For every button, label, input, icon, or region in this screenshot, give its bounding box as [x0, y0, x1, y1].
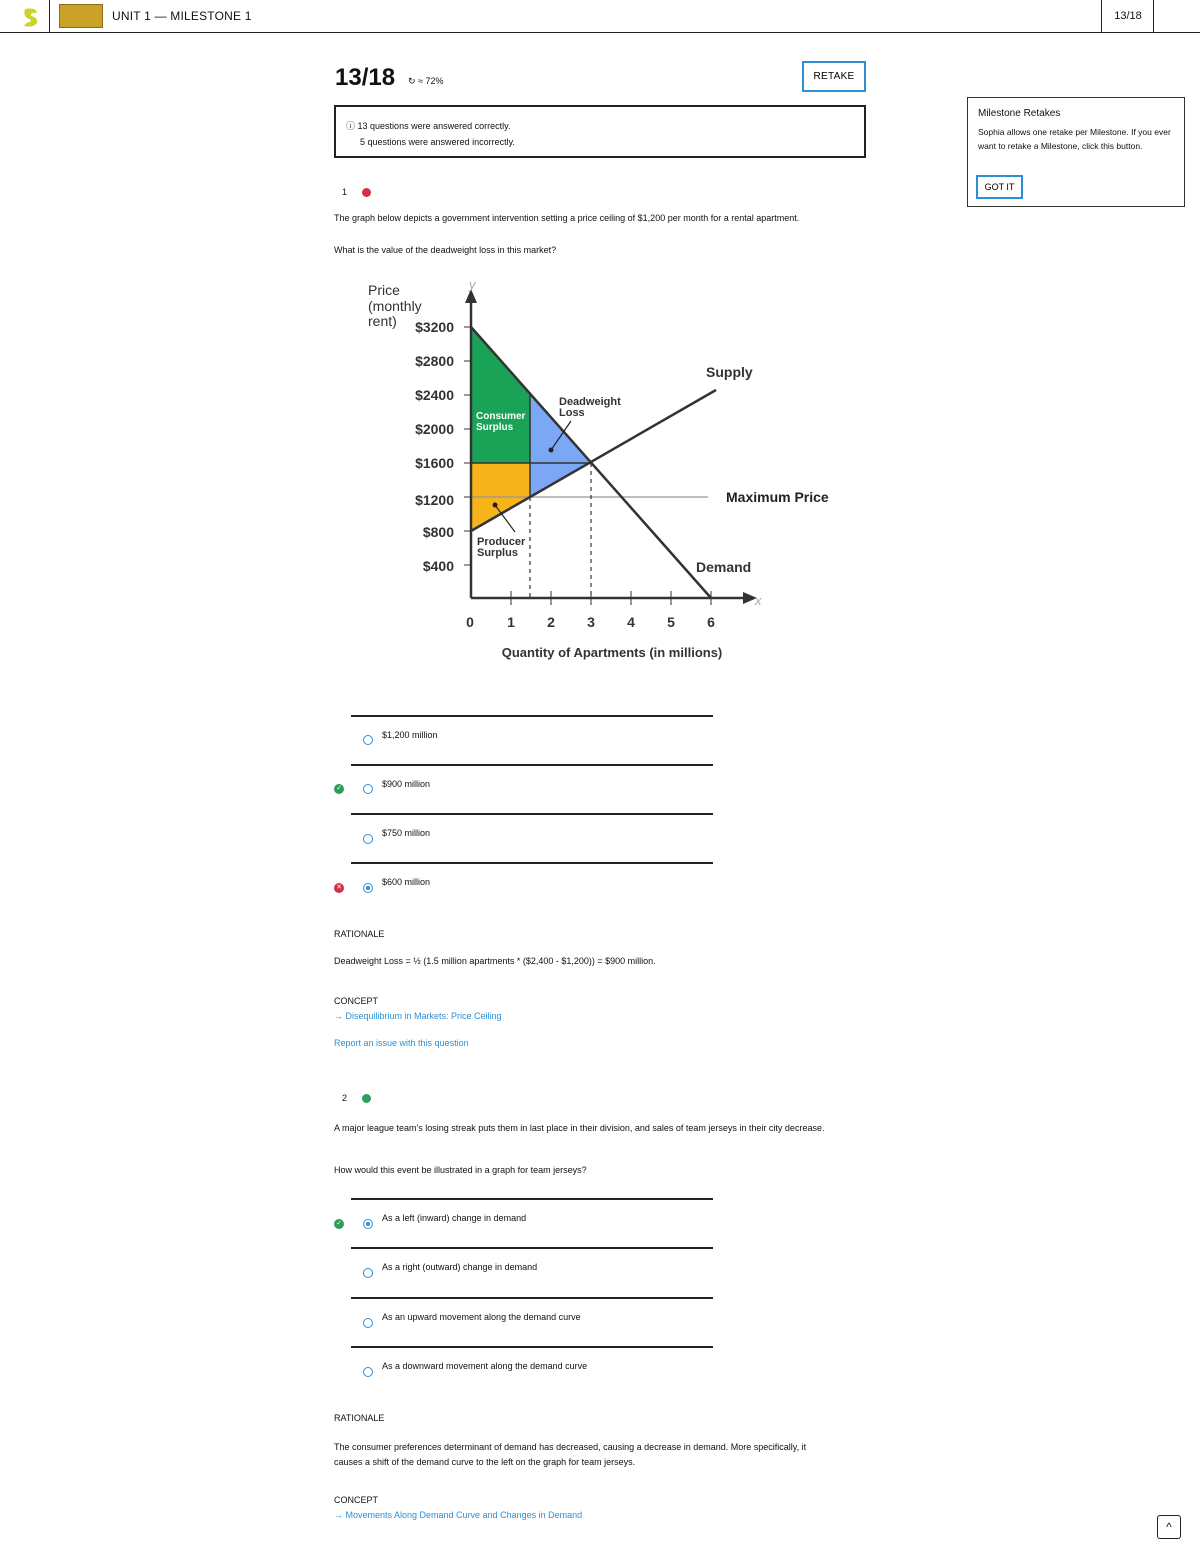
option-divider: [351, 862, 713, 864]
y-tick-label: $1600: [415, 455, 454, 471]
unit-title: UNIT 1 — MILESTONE 1: [112, 9, 252, 23]
option-label[interactable]: As a right (outward) change in demand: [382, 1262, 538, 1272]
x-tick-label: 4: [627, 614, 635, 630]
info-icon: ⓘ: [346, 121, 356, 131]
percent-icon: ↻: [408, 76, 416, 86]
y-axis-variable: y: [469, 277, 476, 292]
y-tick-label: $3200: [415, 319, 454, 335]
y-tick-label: $2400: [415, 387, 454, 403]
y-tick-label: $2000: [415, 421, 454, 437]
consumer-surplus-label-2: Surplus: [476, 422, 514, 433]
divider: [49, 0, 50, 33]
option-divider: [351, 1346, 713, 1348]
tooltip-body: Sophia allows one retake per Milestone. If you ever want to retake a Milestone, click this button.: [978, 127, 1171, 151]
tooltip-title: Milestone Retakes: [978, 108, 1061, 119]
chevron-up-icon: ^: [1166, 1520, 1172, 1534]
question-text: How would this event be illustrated in a graph for team jerseys?: [334, 1165, 587, 1175]
supply-label: Supply: [706, 364, 753, 380]
y-tick-label: $400: [422, 558, 454, 574]
rationale-text: The consumer preferences determinant of demand has decreased, causing a decrease in demand. More specifically, it causes a shift of the demand curve to the left on the graph for team jerseys.: [334, 1442, 807, 1467]
option-radio[interactable]: [363, 834, 373, 844]
option-divider: [351, 813, 713, 815]
option-radio[interactable]: [363, 1367, 373, 1377]
option-radio-selected[interactable]: [363, 1219, 373, 1229]
incorrect-status-icon: [362, 188, 371, 197]
header-score: 13/18: [1114, 10, 1142, 22]
unit-thumbnail: [59, 4, 103, 28]
correct-answer-check-icon: ✓: [334, 784, 344, 794]
correct-answer-check-icon: ✓: [334, 1219, 344, 1229]
option-label[interactable]: $1,200 million: [382, 730, 438, 740]
x-tick-label: 6: [707, 614, 715, 630]
x-tick-label: 3: [587, 614, 595, 630]
rationale-heading: RATIONALE: [334, 929, 385, 939]
option-radio[interactable]: [363, 1268, 373, 1278]
y-tick-label: $800: [422, 524, 454, 540]
correct-line: 13 questions were answered correctly.: [357, 121, 511, 131]
got-it-button[interactable]: GOT IT: [976, 175, 1023, 199]
option-label[interactable]: $600 million: [382, 877, 431, 887]
question-prompt: The graph below depicts a government intervention setting a price ceiling of $1,200 per month for a rental apartment.: [334, 213, 800, 223]
x-axis-title: Quantity of Apartments (in millions): [501, 645, 723, 660]
score-percent: [408, 76, 444, 87]
option-label[interactable]: As a downward movement along the demand curve: [382, 1361, 588, 1371]
incorrect-line: 5 questions were answered incorrectly.: [360, 137, 515, 147]
consumer-surplus-area: [471, 327, 530, 463]
top-bar: [0, 0, 1200, 33]
option-divider: [351, 764, 713, 766]
x-tick-label: 2: [547, 614, 555, 630]
option-label[interactable]: As an upward movement along the demand curve: [382, 1312, 581, 1322]
x-axis-variable: x: [755, 593, 762, 608]
option-label[interactable]: As a left (inward) change in demand: [382, 1213, 527, 1223]
x-tick-label: 1: [507, 614, 515, 630]
option-divider: [351, 1297, 713, 1299]
divider: [1101, 0, 1102, 33]
question-text: What is the value of the deadweight loss in this market?: [334, 245, 557, 255]
option-divider: [351, 1247, 713, 1249]
divider: [1153, 0, 1154, 33]
producer-surplus-label-2: Surplus: [477, 547, 518, 559]
deadweight-label-1: Deadweight: [559, 396, 621, 408]
price-ceiling-graph: [355, 275, 845, 675]
y-axis-title-2: (monthly: [368, 298, 422, 314]
concept-heading: CONCEPT: [334, 1495, 379, 1505]
question-number: 1: [342, 187, 348, 197]
sophia-logo-icon[interactable]: [20, 5, 42, 29]
y-tick-label: $2800: [415, 353, 454, 369]
demand-label: Demand: [696, 559, 752, 575]
y-axis-title-3: rent): [368, 313, 397, 329]
wrong-answer-x-icon: ✕: [334, 883, 344, 893]
percent-text: ≈ 72%: [418, 76, 444, 86]
scroll-to-top-button[interactable]: [1157, 1515, 1181, 1539]
question-prompt: A major league team's losing streak puts them in last place in their division, and sales of team jerseys in their city decrease.: [334, 1123, 825, 1133]
concept-link[interactable]: → Movements Along Demand Curve and Changes in Demand: [334, 1510, 583, 1520]
option-radio[interactable]: [363, 735, 373, 745]
result-summary: [334, 105, 866, 158]
option-divider: [351, 1198, 713, 1200]
option-radio[interactable]: [363, 784, 373, 794]
report-issue-link[interactable]: Report an issue with this question: [334, 1038, 469, 1048]
producer-surplus-label-1: Producer: [477, 536, 526, 548]
option-radio[interactable]: [363, 1318, 373, 1328]
question-number: 2: [342, 1093, 348, 1103]
deadweight-label-2: Loss: [559, 407, 585, 419]
retake-button[interactable]: RETAKE: [802, 61, 866, 92]
score-value: 13/18: [335, 64, 396, 91]
concept-link[interactable]: → Disequilibrium in Markets: Price Ceiling: [334, 1011, 502, 1021]
rationale-heading: RATIONALE: [334, 1413, 385, 1423]
x-tick-label: 5: [667, 614, 675, 630]
consumer-surplus-label-1: Consumer: [476, 411, 526, 422]
option-radio-selected[interactable]: [363, 883, 373, 893]
option-label[interactable]: $900 million: [382, 779, 431, 789]
correct-status-icon: [362, 1094, 371, 1103]
rationale-text: Deadweight Loss = ½ (1.5 million apartments * ($2,400 - $1,200)) = $900 million.: [334, 956, 656, 966]
concept-heading: CONCEPT: [334, 996, 379, 1006]
max-price-label: Maximum Price: [726, 489, 829, 505]
option-divider: [351, 715, 713, 717]
option-label[interactable]: $750 million: [382, 828, 431, 838]
x-tick-label: 0: [466, 614, 474, 630]
y-tick-label: $1200: [415, 492, 454, 508]
y-axis-title-1: Price: [368, 282, 400, 298]
